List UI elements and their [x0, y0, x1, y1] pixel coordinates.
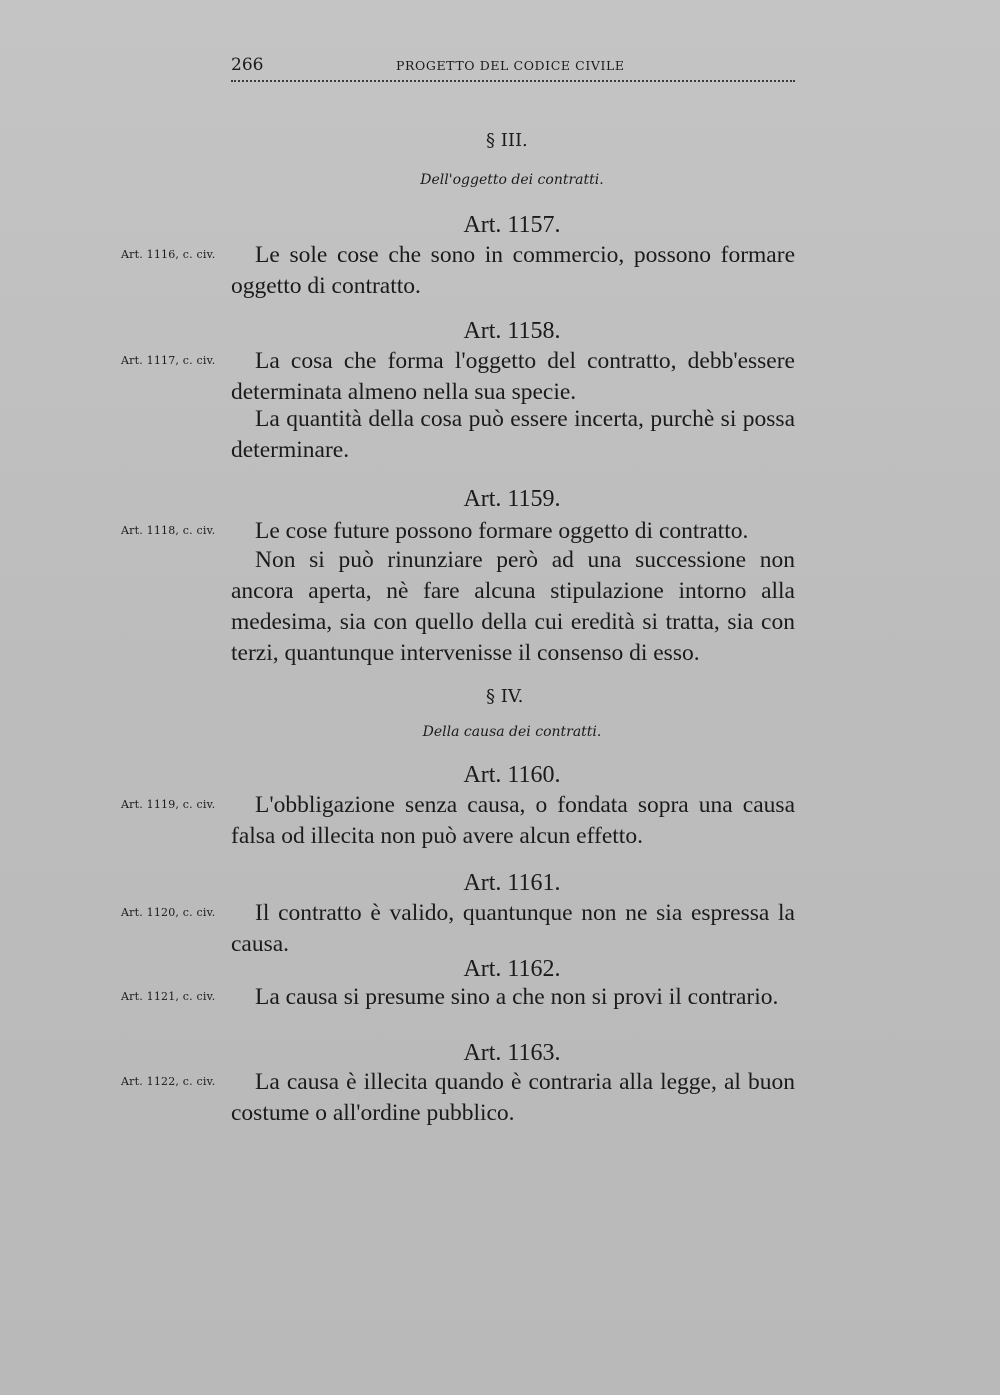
- margin-ref-1160: Art. 1119, c. civ.: [121, 798, 216, 811]
- article-1163-paragraph-1: La causa è illecita quando è contraria alla legge, al buon costume o all'ordine pubblico.: [231, 1069, 795, 1126]
- section-mark-iv: § IV.: [486, 686, 524, 707]
- article-heading-1158: Art. 1158.: [463, 318, 561, 344]
- page-number: 266: [231, 55, 264, 75]
- running-head: [231, 55, 795, 77]
- article-heading-1161: Art. 1161.: [463, 870, 561, 896]
- article-heading-1157: Art. 1157.: [463, 212, 561, 238]
- article-heading-1160: Art. 1160.: [463, 762, 561, 788]
- running-title: PROGETTO DEL CODICE CIVILE: [396, 58, 625, 73]
- margin-ref-1163: Art. 1122, c. civ.: [121, 1075, 216, 1088]
- section-mark-iii: § III.: [486, 130, 528, 151]
- article-1162-paragraph-1: La causa si presume sino a che non si provi il contrario.: [255, 984, 779, 1010]
- article-1160-paragraph-1: L'obbligazione senza causa, o fondata sopra una causa falsa od illecita non può avere alcun effetto.: [231, 792, 795, 849]
- section-title-iv: Della causa dei contratti.: [422, 724, 602, 740]
- margin-ref-1162: Art. 1121, c. civ.: [121, 990, 216, 1003]
- margin-ref-1157: Art. 1116, c. civ.: [121, 248, 216, 261]
- article-1159-paragraph-1: Le cose future possono formare oggetto di contratto.: [255, 518, 749, 544]
- section-title-iii: Dell'oggetto dei contratti.: [420, 172, 604, 188]
- margin-ref-1159: Art. 1118, c. civ.: [121, 524, 216, 537]
- article-1159-paragraph-2: Non si può rinunziare però ad una successione non ancora aperta, nè fare alcuna stipulazione intorno alla medesima, sia con quello della cui eredità si tratta, sia con terzi, quantunque intervenisse il consenso di esso.: [231, 547, 795, 666]
- article-1157-paragraph-1: Le sole cose che sono in commercio, possono formare oggetto di contratto.: [231, 242, 795, 299]
- article-heading-1162: Art. 1162.: [463, 956, 561, 982]
- article-heading-1163: Art. 1163.: [463, 1040, 561, 1066]
- header-rule: [231, 80, 795, 82]
- article-1161-paragraph-1: Il contratto è valido, quantunque non ne sia espressa la causa.: [231, 900, 795, 957]
- article-1158-paragraph-1: La cosa che forma l'oggetto del contratto, debb'essere determinata almeno nella sua specie.: [231, 348, 795, 405]
- article-heading-1159: Art. 1159.: [463, 486, 561, 512]
- margin-ref-1158: Art. 1117, c. civ.: [121, 354, 216, 367]
- margin-ref-1161: Art. 1120, c. civ.: [121, 906, 216, 919]
- article-1158-paragraph-2: La quantità della cosa può essere incerta, purchè si possa determinare.: [231, 406, 795, 463]
